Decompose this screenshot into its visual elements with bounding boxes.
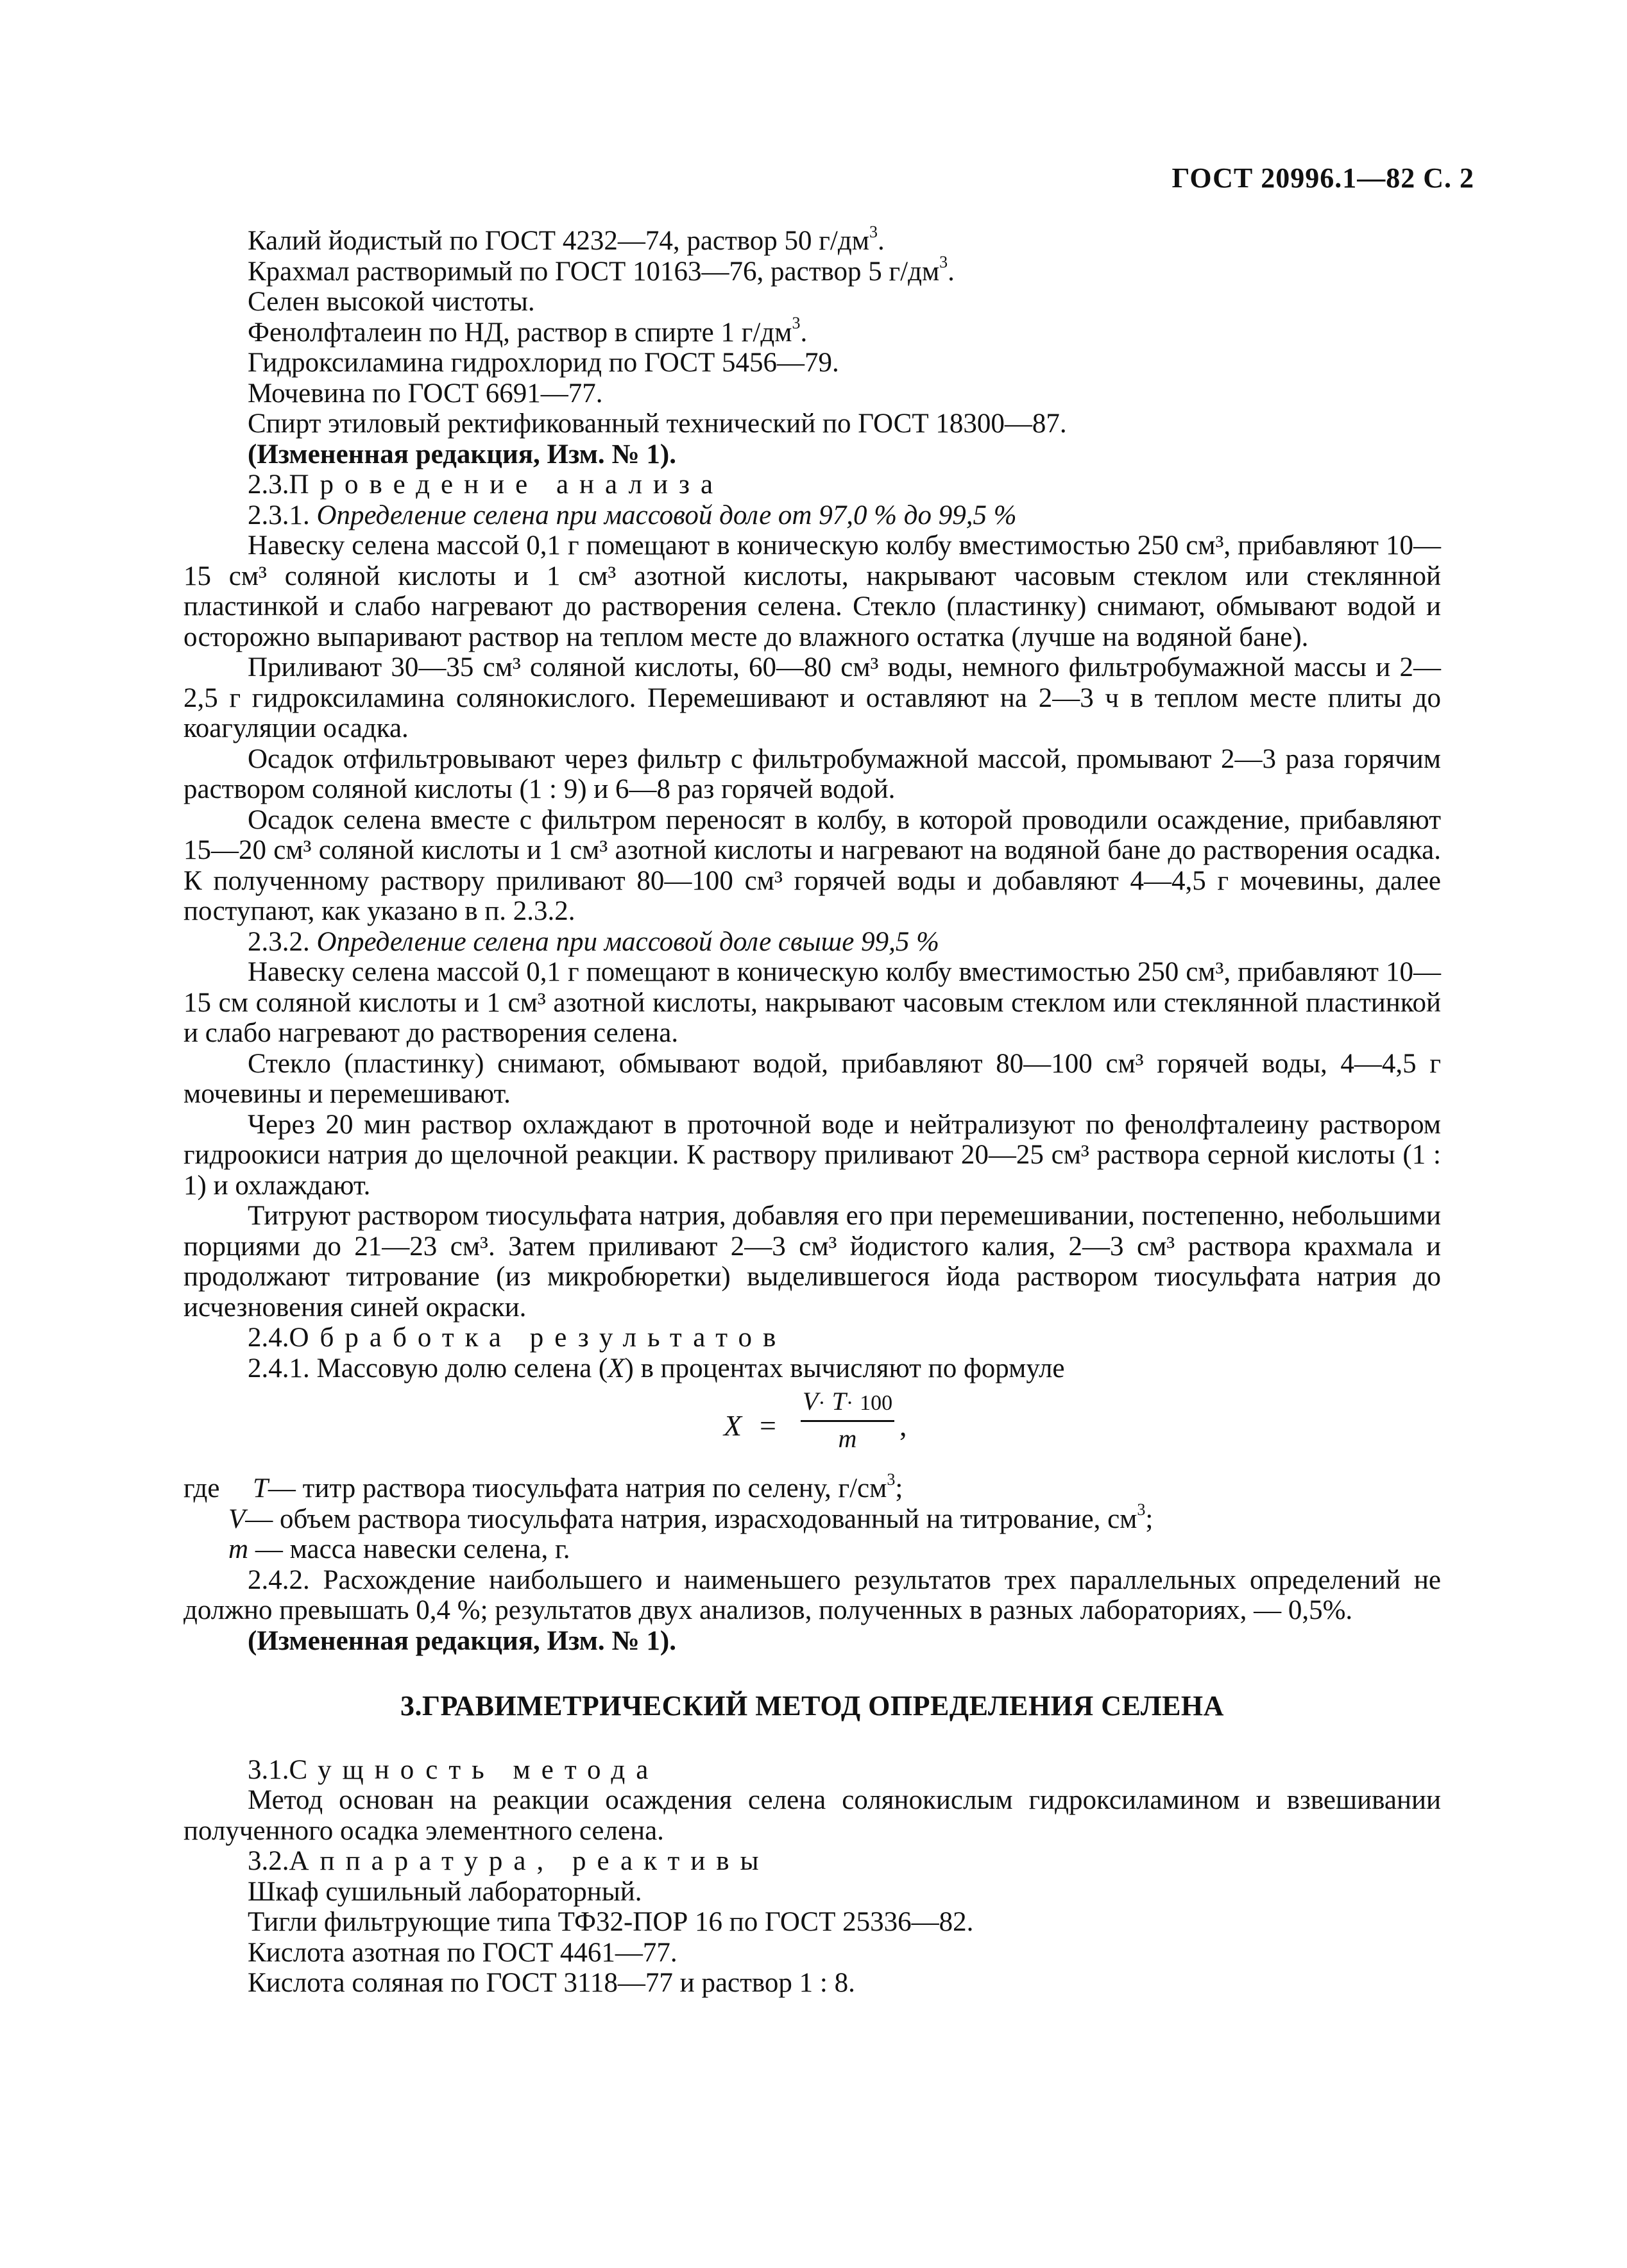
paragraph: Осадок селена вместе с фильтром переносят в колбу, в которой проводили осаждение, прибавляют 15—20 см³ соляной кислоты и 1 см³ азотной кислоты и нагревают на водяной бане до растворения осадка. К полученному раствору приливают 80—100 см³ горячей воды и добавляют 4—4,5 г мочевины, далее поступают, как указано в п. 2.3.2. bbox=[183, 804, 1441, 926]
reagent-line-1: Калий йодистый по ГОСТ 4232—74, раствор 50 $г/дм^3$. bbox=[248, 222, 885, 256]
legend-line-m: m — масса навески селена, г. bbox=[228, 1534, 570, 1564]
paragraph: Осадок отфильтровывают через фильтр с фильтробумажной массой, промывают 2—3 раза горячим раствором соляной кислоты (1 : 9) и 6—8 раз горячей водой. bbox=[183, 743, 1441, 804]
reagent-line-3: Селен высокой чистоты. bbox=[248, 287, 535, 317]
section-3-2-title: Аппаратура, реактивы bbox=[289, 1846, 770, 1876]
formula-equals: = bbox=[760, 1409, 776, 1442]
legend-line-t: где T— титр раствора тиосульфата натрия по селену, $г/см^3$; bbox=[183, 1469, 903, 1503]
formula-comma: , bbox=[899, 1409, 907, 1442]
section-2-3-2-title: Определение селена при массовой доле свыше 99,5 % bbox=[316, 926, 939, 957]
section-2-4-2-text: 2.4.2. Расхождение наибольшего и наименьшего результатов трех параллельных определений не должно превышать 0,4 %; результатов двух анализов, полученных в разных лабораториях, — 0,5%. bbox=[183, 1564, 1441, 1625]
section-3-1-title: Сущность метода bbox=[289, 1754, 660, 1785]
section-2-3-2-heading: 2.3.2. Определение селена при массовой доле свыше 99,5 % bbox=[248, 926, 939, 957]
paragraph: Стекло (пластинку) снимают, обмывают водой, прибавляют 80—100 см³ горячей воды, 4—4,5 г мочевины и перемешивают. bbox=[183, 1048, 1441, 1109]
reagent-line-6: Мочевина по ГОСТ 6691—77. bbox=[248, 378, 603, 409]
reagent-line-5: Гидроксиламина гидрохлорид по ГОСТ 5456—79. bbox=[248, 348, 839, 378]
formula-denominator: m bbox=[838, 1424, 857, 1453]
section-2-4-title: Обработка результатов bbox=[289, 1323, 787, 1353]
section-2-3-heading: 2.3.Проведение анализа bbox=[248, 470, 724, 500]
reagent-line-7: Спирт этиловый ректификованный технический по ГОСТ 18300—87. bbox=[248, 409, 1067, 439]
equipment-item: Кислота азотная по ГОСТ 4461—77. bbox=[248, 1937, 677, 1968]
selenium-formula bbox=[183, 1387, 1441, 1458]
section-2-3-1-heading: 2.3.1. Определение селена при массовой доле от 97,0 % до 99,5 % bbox=[248, 500, 1017, 530]
paragraph: Титруют раствором тиосульфата натрия, добавляя его при перемешивании, постепенно, небольшими порциями до 21—23 см³. Затем приливают 2—3 см³ йодистого калия, 2—3 см³ раствора крахмала и продолжают титрование (из микробюретки) выделившегося йода раствором тиосульфата натрия до исчезновения синей окраски. bbox=[183, 1201, 1441, 1323]
revision-note: (Измененная редакция, Изм. № 1). bbox=[248, 1625, 676, 1656]
reagent-line-2: Крахмал растворимый по ГОСТ 10163—76, раствор 5 $г/дм^3$. bbox=[248, 253, 955, 287]
formula-fraction bbox=[801, 1387, 894, 1455]
section-3-2-heading: 3.2.Аппаратура, реактивы bbox=[248, 1846, 770, 1876]
section-2-4-heading: 2.4.Обработка результатов bbox=[248, 1323, 787, 1353]
formula-lhs: X bbox=[724, 1409, 742, 1442]
section-2-4-1-text: 2.4.1. Массовую долю селена (X) в процентах вычисляют по формуле bbox=[248, 1353, 1065, 1384]
revision-note: (Измененная редакция, Изм. № 1). bbox=[248, 439, 676, 470]
section-3-1-heading: 3.1.Сущность метода bbox=[248, 1754, 660, 1785]
paragraph: Приливают 30—35 см³ соляной кислоты, 60—80 см³ воды, немного фильтробумажной массы и 2—2,5 г гидроксиламина солянокислого. Перемешивают и оставляют на 2—3 ч в теплом месте плиты до коагуляции осадка. bbox=[183, 652, 1441, 743]
reagent-line-4: Фенолфталеин по НД, раствор в спирте 1 $г/дм^3$. bbox=[248, 314, 808, 348]
paragraph: Навеску селена массой 0,1 г помещают в коническую колбу вместимостью 250 см³, прибавляют 10—15 см³ соляной кислоты и 1 см³ азотной кислоты, накрывают часовым стеклом или стеклянной пластинкой и слабо нагревают до растворения селена. Стекло (пластинку) снимают, обмывают водой и осторожно выпаривают раствор на теплом месте до влажного остатка (лучше на водяной бане). bbox=[183, 530, 1441, 652]
legend-line-v: V— объем раствора тиосульфата натрия, израсходованный на титрование, $см^3$; bbox=[228, 1500, 1154, 1534]
equipment-item: Тигли фильтрующие типа ТФ32-ПОР 16 по ГОСТ 25336—82. bbox=[248, 1907, 974, 1937]
running-header: ГОСТ 20996.1—82 С. 2 bbox=[1171, 162, 1474, 194]
section-2-3-title: Проведение анализа bbox=[289, 470, 724, 500]
paragraph: Через 20 мин раствор охлаждают в проточной воде и нейтрализуют по фенолфталеину раствором гидроокиси натрия до щелочной реакции. К раствору приливают 20—25 см³ раствора серной кислоты (1 : 1) и охлаждают. bbox=[183, 1109, 1441, 1201]
paragraph: Метод основан на реакции осаждения селена солянокислым гидроксиламином и взвешивании полученного осадка элементного селена. bbox=[183, 1785, 1441, 1846]
section-2-3-1-title: Определение селена при массовой доле от 97,0 % до 99,5 % bbox=[316, 500, 1017, 530]
document-body bbox=[183, 222, 1441, 1999]
equipment-item: Шкаф сушильный лабораторный. bbox=[248, 1876, 642, 1907]
equipment-item: Кислота соляная по ГОСТ 3118—77 и раствор 1 : 8. bbox=[248, 1968, 855, 1998]
formula-numerator: V· T· 100 bbox=[801, 1387, 894, 1422]
paragraph: Навеску селена массой 0,1 г помещают в коническую колбу вместимостью 250 см³, прибавляют 10—15 см соляной кислоты и 1 см³ азотной кислоты, накрывают часовым стеклом или стеклянной пластинкой и слабо нагревают до растворения селена. bbox=[183, 957, 1441, 1048]
section-3-title: 3.ГРАВИМЕТРИЧЕСКИЙ МЕТОД ОПРЕДЕЛЕНИЯ СЕЛЕНА bbox=[400, 1690, 1224, 1722]
